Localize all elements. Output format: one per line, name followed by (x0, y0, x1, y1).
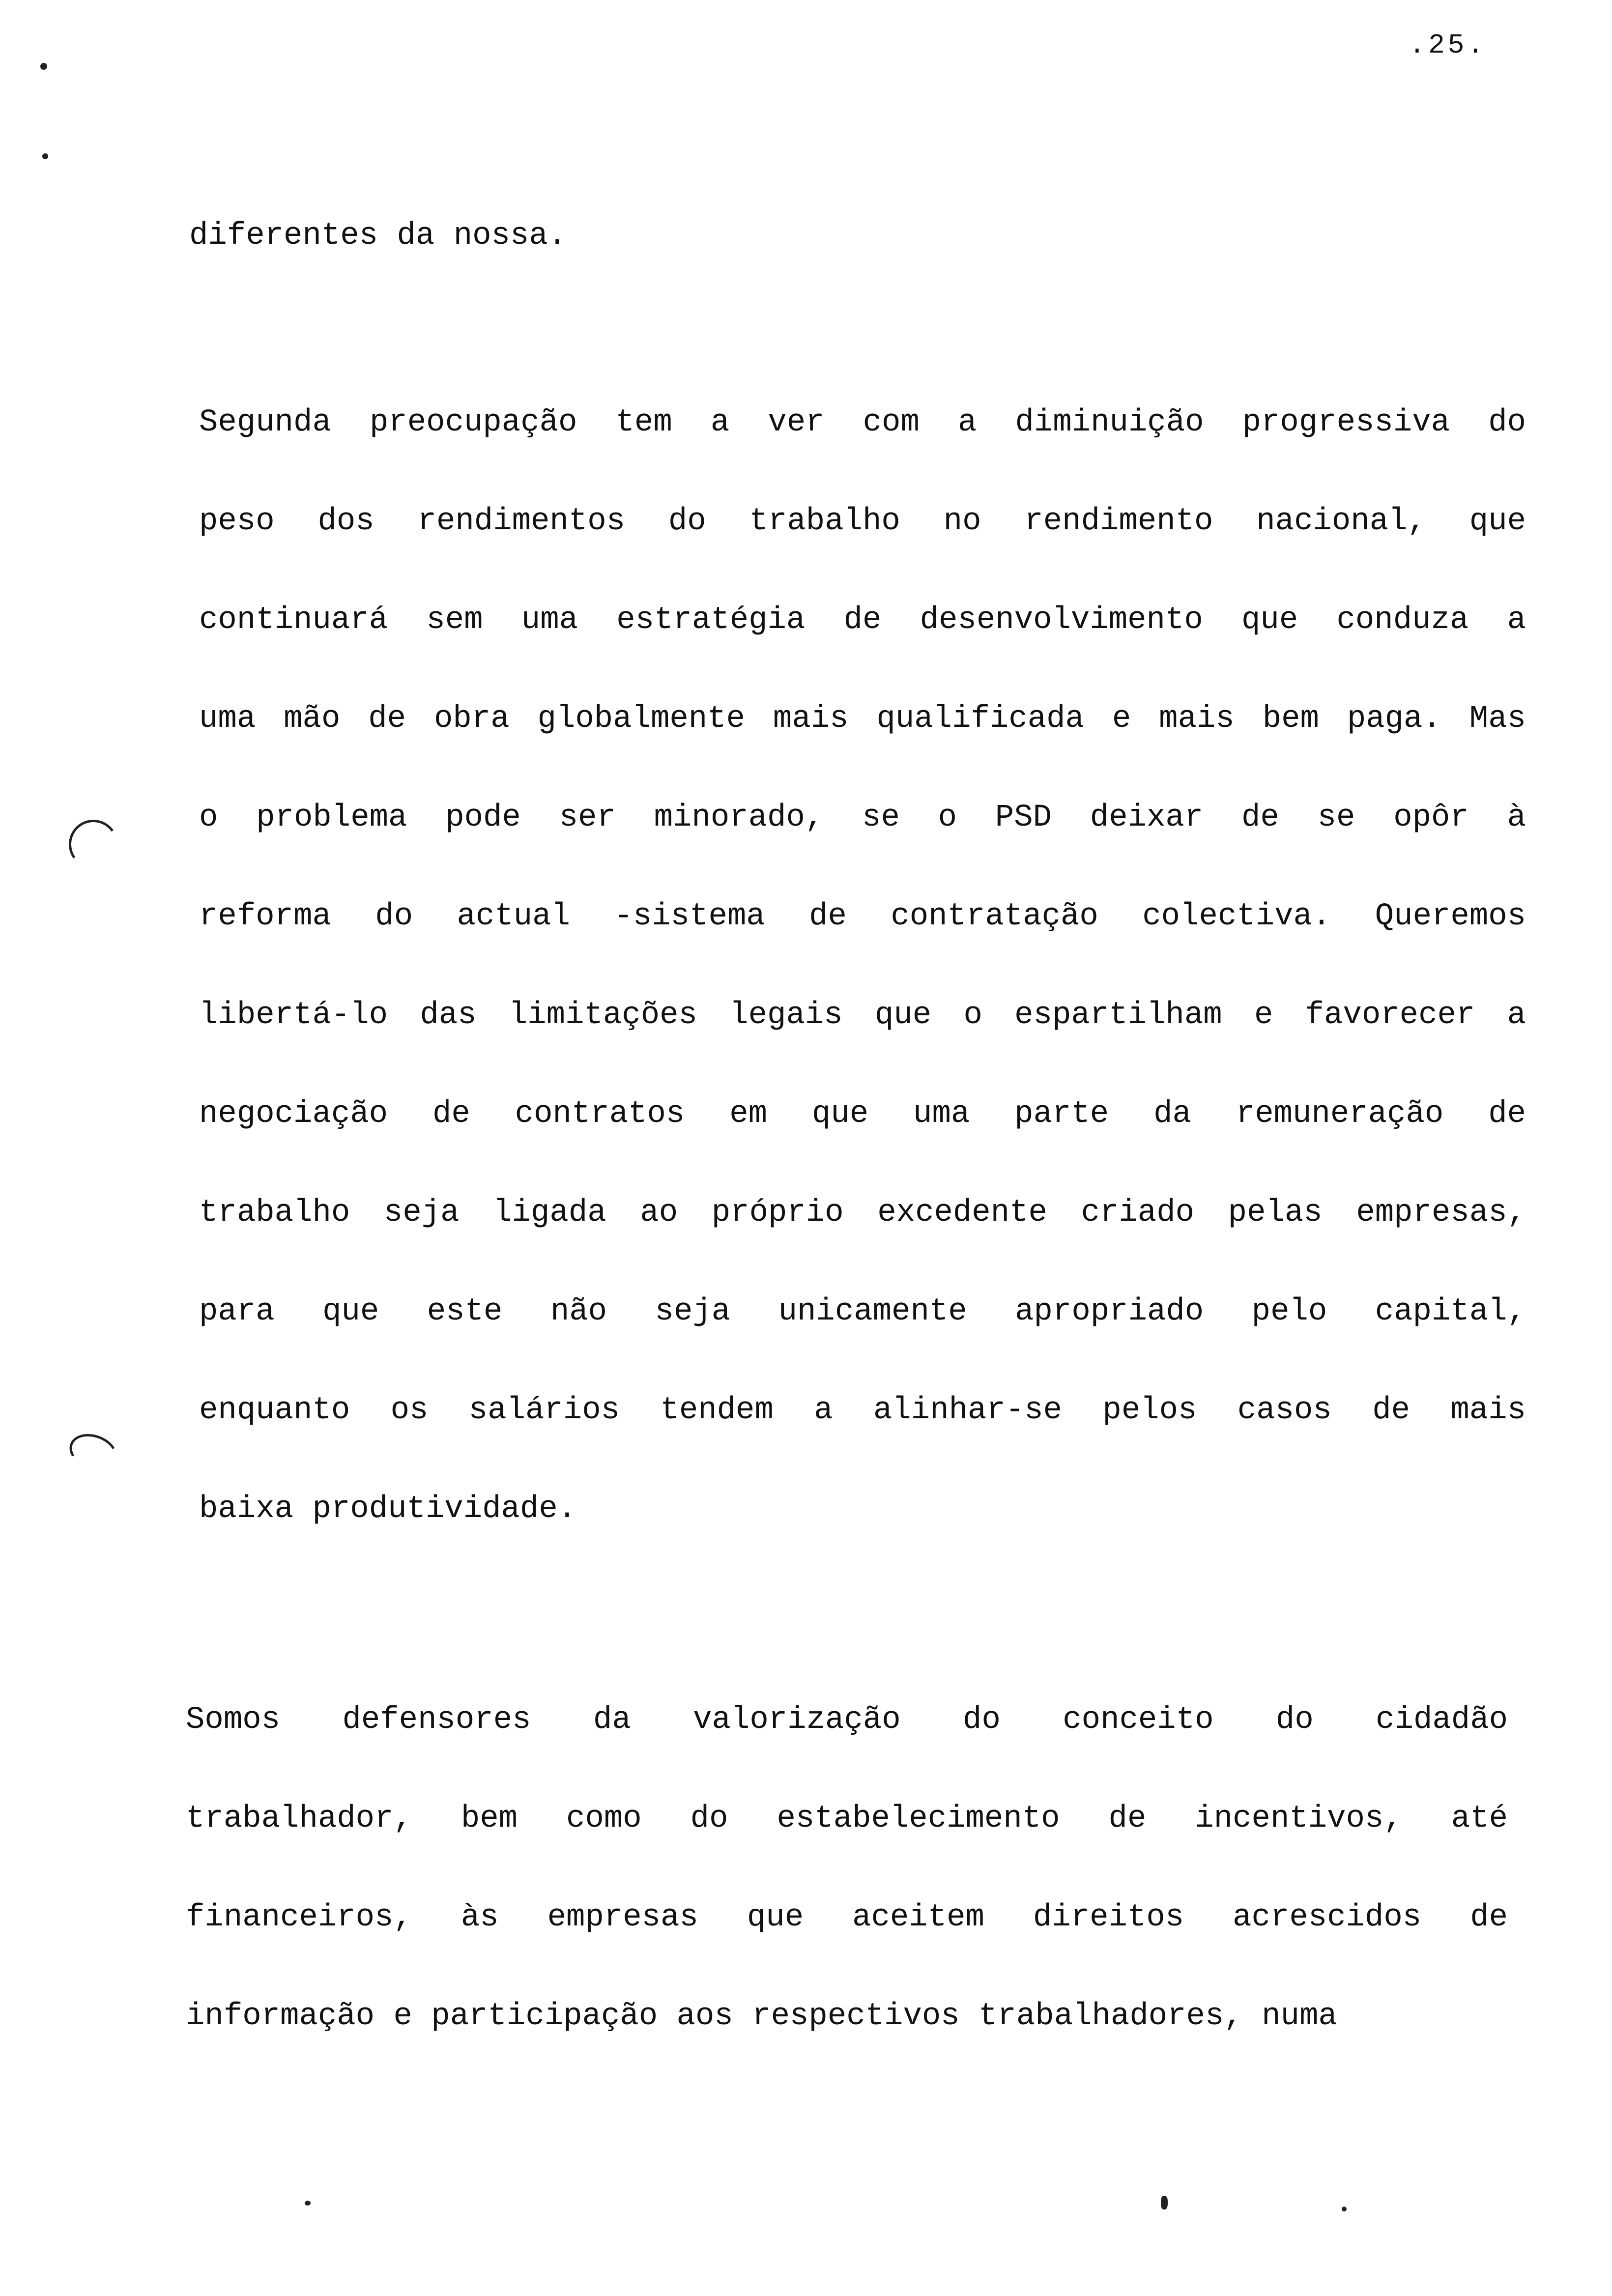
margin-pen-mark (64, 1428, 122, 1477)
margin-dot (40, 63, 47, 70)
text-line: para que este não seja unicamente apropriado pelo capital, (199, 1294, 1526, 1329)
text-line: Segunda preocupação tem a ver com a diminuição progressiva do (199, 405, 1526, 440)
paragraph-3 (186, 1671, 1508, 2066)
text-line: negociação de contratos em que uma parte da remuneração de (199, 1096, 1526, 1132)
margin-pen-mark (65, 816, 122, 873)
text-line: reforma do actual -sistema de contratação colectiva. Queremos (199, 899, 1526, 934)
text-line: o problema pode ser minorado, se o PSD deixar de se opôr à (199, 800, 1526, 835)
text-line: enquanto os salários tendem a alinhar-se pelos casos de mais (199, 1393, 1526, 1428)
text-line: diferentes da nossa. (189, 218, 567, 254)
text-line: uma mão de obra globalmente mais qualificada e mais bem paga. Mas (199, 701, 1526, 737)
text-line: financeiros, às empresas que aceitem direitos acrescidos de (186, 1900, 1508, 1935)
paragraph-1 (189, 187, 1531, 286)
text-line: baixa produtividade. (199, 1492, 577, 1527)
margin-dot (42, 153, 48, 159)
margin-dot (1342, 2207, 1347, 2211)
text-line: trabalhador, bem como do estabelecimento de incentivos, até (186, 1801, 1508, 1837)
margin-dot (305, 2201, 311, 2206)
text-line: trabalho seja ligada ao próprio excedente criado pelas empresas, (199, 1195, 1526, 1231)
text-line: peso dos rendimentos do trabalho no rendimento nacional, que (199, 504, 1526, 539)
margin-dot (1161, 2196, 1168, 2210)
page-number: .25. (1409, 29, 1487, 61)
text-line: informação e participação aos respectivos trabalhadores, numa (186, 1999, 1337, 2034)
text-line: continuará sem uma estratégia de desenvolvimento que conduza a (199, 603, 1526, 638)
text-line: libertá-lo das limitações legais que o espartilham e favorecer a (199, 998, 1526, 1033)
paragraph-2 (199, 373, 1526, 1559)
text-line: Somos defensores da valorização do conceito do cidadão (186, 1702, 1508, 1738)
